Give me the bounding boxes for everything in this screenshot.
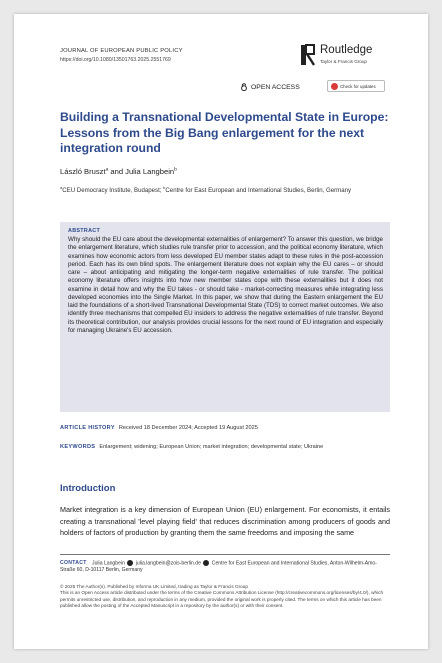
author-line	[60, 167, 177, 176]
affiliations	[60, 184, 390, 195]
open-access-lock-icon	[240, 83, 248, 91]
contact-email[interactable]: julia.langbein@zois-berlin.de	[135, 560, 201, 567]
copyright-notice	[60, 584, 390, 610]
article-page	[14, 14, 428, 649]
footer-divider	[60, 554, 390, 555]
license-text: This is an Open Access article distributed under the terms of the Creative Commons Attribution License (http://creativecommons.org/licenses/by/4.0/), which permits unrestricted use, distribution, and reproduction in any medium, provided the original work is properly cited. The terms on which this article has been published allow the posting of the Accepted Manuscript in a repository by the author(s) or with their consent.	[60, 590, 384, 609]
publisher-name: Routledge	[320, 44, 373, 56]
keywords-text: Enlargement; widening; European Union; market integration; developmental state; Ukraine	[99, 444, 324, 450]
abstract-label: ABSTRACT	[68, 228, 101, 234]
check-updates-button[interactable]	[327, 80, 385, 92]
doi-link[interactable]: https://doi.org/10.1080/13501763.2025.2551769	[60, 57, 171, 63]
body-paragraph: Market integration is a key dimension of European Union (EU) enlargement. For economists, it entails creating a transnational 'level playing field' that reduces discrimination among producers of goods and holders of factors of production by granting them the same freedoms and imposing the same	[60, 505, 390, 537]
affiliation-marker: b	[174, 167, 177, 173]
journal-name: JOURNAL OF EUROPEAN PUBLIC POLICY	[60, 48, 183, 54]
contact-info	[60, 560, 390, 574]
author-name: László Bruszt	[60, 167, 106, 176]
author-name: Julia Langbein	[125, 167, 175, 176]
orcid-icon	[203, 560, 209, 566]
open-access-label: OPEN ACCESS	[251, 83, 300, 91]
article-history	[60, 425, 258, 431]
article-title: Building a Transnational Developmental State in Europe: Lessons from the Big Bang enlargement for the next integration round	[60, 110, 389, 155]
affiliation-marker: a	[105, 167, 109, 173]
publisher-logo	[300, 44, 390, 74]
keywords	[60, 444, 390, 452]
routledge-logo-icon	[300, 44, 316, 66]
email-icon	[127, 560, 133, 566]
abstract-box	[60, 222, 390, 412]
article-history-text: Received 18 December 2024; Accepted 19 August 2025	[118, 425, 258, 431]
publisher-subtitle: Taylor & Francis Group	[320, 59, 367, 64]
open-access-badge	[240, 83, 300, 91]
affiliation-marker: b	[163, 185, 166, 190]
contact-name: Julia Langbein	[92, 560, 125, 567]
keywords-label: KEYWORDS	[60, 444, 96, 450]
section-heading: Introduction	[60, 483, 116, 494]
abstract-text: Why should the EU care about the developmental externalities of enlargement? To answer this question, we bridge the enlargement literature, which studies rule transfer prior to accession, and the political economy literature, which examines how economic actors from less developed EU member states adapt to these rules in the post-accession period. Each has its own blind spots. The enlargement literature does not explain why the EU cares – or should care – about anticipating and mitigating the longer-term negative externalities of rule transfer. The political economy literature offers insights into how new member states cope with these externalities but it does not examine in detail how and why the EU takes - or should take - market-correcting measures while integrating less developed economies into the Single Market. In this paper, we show that during the Eastern enlargement the EU laid the foundations of a short-lived Transnational Developmental State (TDS) to correct market outcomes. We also identify three mechanisms that compelled EU insiders to address the negative externalities of rule transfer. Beyond its theoretical contribution, our analysis provides crucial lessons for the next round of EU integration and especially for managing Ukraine's EU accession.	[68, 236, 383, 334]
author-separator: and	[108, 167, 126, 176]
contact-label: CONTACT	[60, 560, 87, 567]
affiliation-marker: a	[60, 185, 63, 190]
contact-address: Centre for East European and International Studies, Anton-Wilhelm-Amo-Straße 60, D-10117 Berlin, Germany	[60, 560, 377, 574]
copyright-line: © 2025 The Author(s). Published by Informa UK Limited, trading as Taylor & Francis Group	[60, 584, 249, 589]
crossmark-icon	[331, 83, 338, 90]
affiliation-b: Centre for East European and International Studies, Berlin, Germany	[165, 187, 352, 195]
article-history-label: ARTICLE HISTORY	[60, 425, 115, 431]
affiliation-a: CEU Democracy Institute, Budapest;	[62, 187, 164, 195]
check-updates-label: Check for updates	[340, 83, 376, 89]
